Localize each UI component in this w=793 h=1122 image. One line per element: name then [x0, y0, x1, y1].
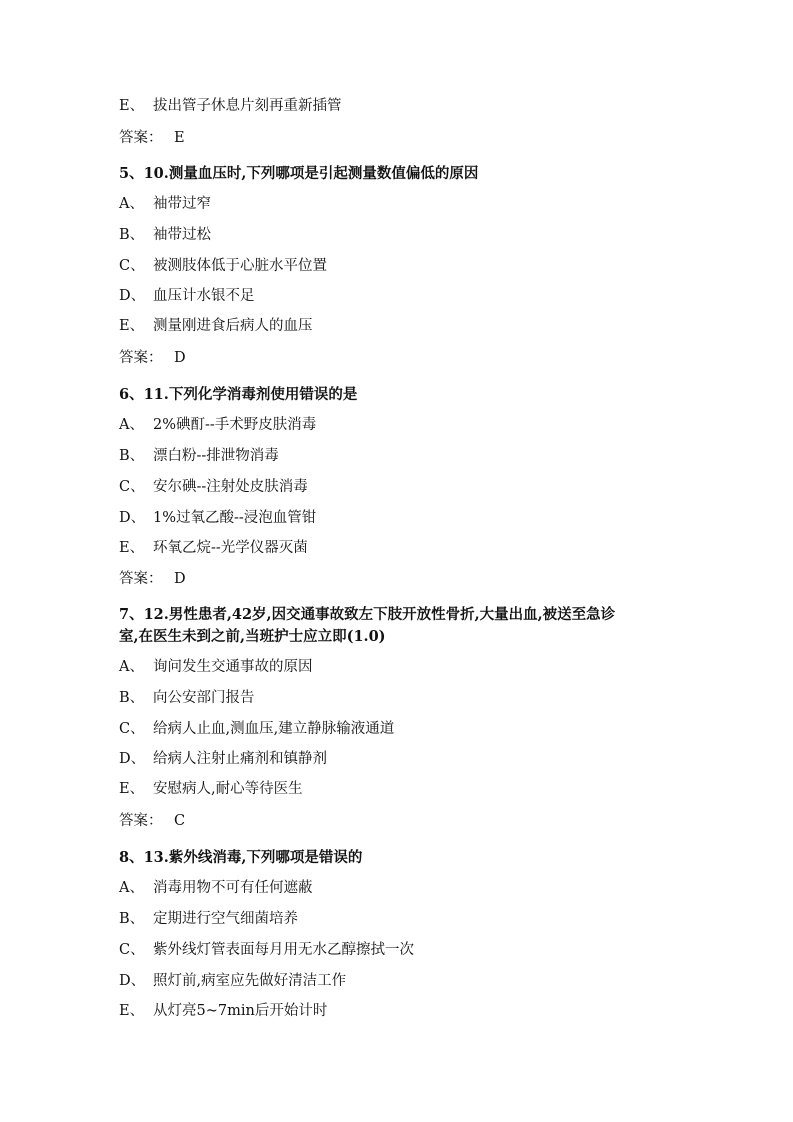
option-letter: E、 [119, 98, 145, 114]
answer-value: E [174, 130, 185, 146]
option-text: 袖带过松 [153, 227, 211, 243]
option-item [119, 194, 211, 214]
option-item [119, 286, 255, 306]
option-text: 1%过氧乙酸--浸泡血管钳 [153, 510, 317, 526]
option-text: 测量刚进食后病人的血压 [153, 318, 313, 334]
option-letter: E、 [119, 1003, 145, 1019]
option-item [119, 508, 316, 528]
question-text: 室,在医生未到之前,当班护士应立即(1.0) [119, 628, 386, 645]
option-text: 询问发生交通事故的原因 [153, 659, 313, 675]
answer-value: C [174, 813, 186, 829]
option-text: 紫外线灯管表面每月用无水乙醇擦拭一次 [153, 942, 414, 958]
answer-line [119, 348, 186, 368]
option-letter: D、 [119, 288, 146, 304]
option-text: 给病人注射止痛剂和镇静剂 [153, 751, 327, 767]
option-text: 2%碘酊--手术野皮肤消毒 [153, 417, 317, 433]
option-text: 安尔碘--注射处皮肤消毒 [153, 479, 308, 495]
option-letter: B、 [119, 911, 145, 927]
answer-value: D [174, 350, 186, 366]
option-text: 袖带过窄 [153, 196, 211, 212]
option-letter: D、 [119, 510, 146, 526]
option-item [119, 225, 211, 245]
option-text: 照灯前,病室应先做好清洁工作 [153, 973, 347, 989]
option-item [119, 749, 327, 769]
option-item [119, 940, 414, 960]
option-item [119, 415, 316, 435]
answer-line [119, 128, 185, 148]
option-text: 消毒用物不可有任何遮蔽 [153, 880, 313, 896]
option-item [119, 657, 313, 677]
answer-line [119, 569, 186, 589]
option-letter: E、 [119, 781, 145, 797]
option-text: 血压计水银不足 [153, 288, 255, 304]
option-text: 拔出管子休息片刻再重新插管 [153, 98, 342, 114]
option-letter: C、 [119, 258, 145, 274]
option-letter: B、 [119, 227, 145, 243]
option-item [119, 316, 313, 336]
option-text: 给病人止血,测血压,建立静脉输液通道 [153, 721, 395, 737]
option-letter: B、 [119, 690, 145, 706]
option-item [119, 538, 308, 558]
question-text: 6、11.下列化学消毒剂使用错误的是 [119, 386, 358, 403]
answer-label: 答案： [119, 571, 163, 587]
option-item [119, 909, 298, 929]
question-text: 7、12.男性患者,42岁,因交通事故致左下肢开放性骨折,大量出血,被送至急诊 [119, 606, 616, 623]
option-letter: A、 [119, 880, 144, 896]
answer-label: 答案： [119, 813, 163, 829]
option-letter: C、 [119, 721, 145, 737]
answer-line [119, 811, 185, 831]
question-text: 8、13.紫外线消毒,下列哪项是错误的 [119, 849, 363, 866]
option-text: 安慰病人,耐心等待医生 [153, 781, 303, 797]
option-item [119, 256, 327, 276]
option-text: 从灯亮5~7min后开始计时 [153, 1003, 328, 1019]
answer-label: 答案： [119, 350, 163, 366]
option-text: 环氧乙烷--光学仪器灭菌 [153, 540, 308, 556]
option-letter: A、 [119, 659, 144, 675]
option-letter: E、 [119, 540, 145, 556]
answer-value: D [174, 571, 186, 587]
option-letter: B、 [119, 448, 145, 464]
option-item [119, 477, 308, 497]
option-text: 向公安部门报告 [153, 690, 255, 706]
option-letter: D、 [119, 751, 146, 767]
option-letter: E、 [119, 318, 145, 334]
option-letter: C、 [119, 942, 145, 958]
option-letter: A、 [119, 417, 144, 433]
option-item [119, 878, 313, 898]
option-item [119, 96, 342, 116]
option-text: 被测肢体低于心脏水平位置 [153, 258, 327, 274]
option-item [119, 1001, 327, 1021]
option-item [119, 688, 255, 708]
option-text: 定期进行空气细菌培养 [153, 911, 298, 927]
option-item [119, 971, 346, 991]
option-item [119, 446, 279, 466]
option-text: 漂白粉--排泄物消毒 [153, 448, 279, 464]
option-item [119, 779, 303, 799]
option-letter: A、 [119, 196, 144, 212]
answer-label: 答案： [119, 130, 163, 146]
option-item [119, 719, 394, 739]
option-letter: C、 [119, 479, 145, 495]
option-letter: D、 [119, 973, 146, 989]
question-text: 5、10.测量血压时,下列哪项是引起测量数值偏低的原因 [119, 165, 479, 182]
